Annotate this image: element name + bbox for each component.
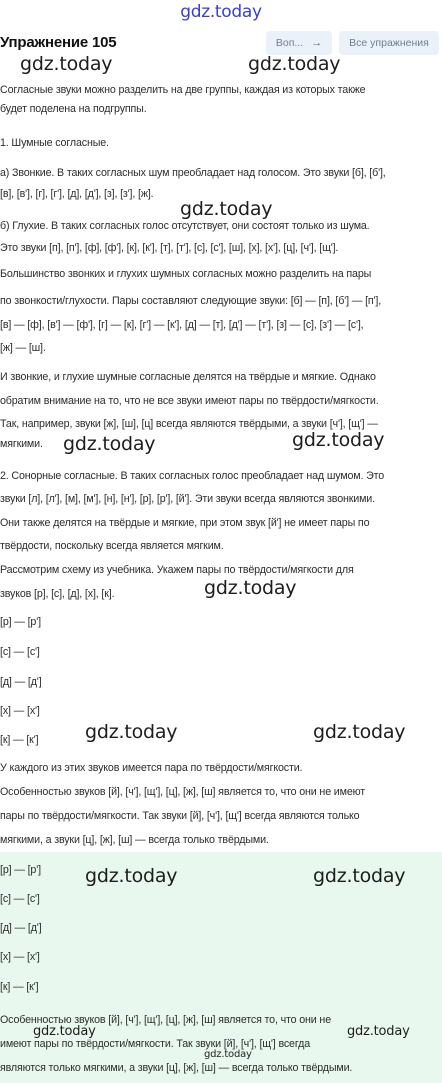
- watermark: gdz.today: [20, 53, 113, 75]
- watermark: gdz.today: [313, 721, 406, 743]
- text-line: И звонкие, и глухие шумные согласные делятся на твёрдые и мягкие. Однако: [0, 371, 376, 383]
- previous-exercise-label: Воп...: [275, 37, 304, 49]
- text-line: Так, например, звуки [ж], [ш], [ц] всегда являются твёрдыми, а звуки [ч'], [щ'] —: [0, 418, 378, 430]
- text-line: [к] — [к']: [0, 981, 39, 993]
- text-line: Согласные звуки можно разделить на две группы, каждая из которых также: [0, 84, 366, 96]
- site-watermark-top: gdz.today: [180, 2, 262, 22]
- text-line: пары по твёрдости/мягкости. Так звуки [й], [ч'], [щ'] всегда являются только: [0, 810, 360, 822]
- text-line: Это звуки [п], [п'], [ф], [ф'], [к], [к'], [т], [т'], [с], [с'], [ш], [х], [х'], [ц], [ч'], [щ'].: [0, 242, 339, 254]
- text-line: по звонкости/глухости. Пары составляют следующие звуки: [б] — [п], [б'] — [п'],: [0, 295, 382, 307]
- watermark: gdz.today: [85, 721, 178, 743]
- text-line: Они также делятся на твёрдые и мягкие, при этом звук [й'] не имеет пары по: [0, 517, 370, 529]
- watermark: gdz.today: [63, 433, 156, 455]
- text-line: имеют пары по твёрдости/мягкости. Так звуки [й], [ч'], [щ'] всегда: [0, 1038, 310, 1050]
- text-line: [с] — [с']: [0, 646, 40, 658]
- watermark: gdz.today: [347, 1024, 410, 1039]
- watermark: gdz.today: [180, 198, 273, 220]
- text-line: [с] — [с']: [0, 893, 40, 905]
- text-line: звуки [л], [л'], [м], [м'], [н], [н'], [р], [р'], [й']. Эти звуки всегда являются звонкими.: [0, 493, 375, 505]
- text-line: мягкими, а звуки [ц], [ж], [ш] — всегда только твёрдыми.: [0, 834, 269, 846]
- watermark: gdz.today: [204, 1049, 252, 1060]
- all-exercises-button[interactable]: Все упражнения: [339, 31, 439, 55]
- watermark: gdz.today: [248, 53, 341, 75]
- text-line: звуков [р], [с], [д], [х], [к].: [0, 588, 115, 600]
- text-line: б) Глухие. В таких согласных голос отсутствует, они состоят только из шума.: [0, 220, 370, 232]
- text-line: будет поделена на подгруппы.: [0, 103, 147, 115]
- text-line: [в], [в'], [г], [г'], [д], [д'], [з], [з'], [ж].: [0, 188, 154, 200]
- text-line: обратим внимание на то, что не все звуки имеют пары по твёрдости/мягкости.: [0, 395, 379, 407]
- text-line: [р] — [р']: [0, 616, 41, 628]
- text-line: твёрдости, поскольку всегда является мягким.: [0, 540, 224, 552]
- text-line: [д] — [д']: [0, 676, 42, 688]
- text-line: [х] — [х']: [0, 705, 40, 717]
- arrow-right-icon: →: [311, 37, 323, 49]
- text-line: 2. Сонорные согласные. В таких согласных голос преобладает над шумом. Это: [0, 470, 385, 482]
- watermark: gdz.today: [204, 577, 297, 599]
- text-line: У каждого из этих звуков имеется пара по твёрдости/мягкости.: [0, 762, 303, 774]
- watermark: gdz.today: [33, 1024, 96, 1039]
- watermark: gdz.today: [85, 865, 178, 887]
- watermark: gdz.today: [313, 865, 406, 887]
- page-title: Упражнение 105: [0, 34, 117, 51]
- text-line: Особенностью звуков [й], [ч'], [щ'], [ц], [ж], [ш] является то, что они не: [0, 1014, 331, 1026]
- text-line: Рассмотрим схему из учебника. Укажем пары по твёрдости/мягкости для: [0, 564, 354, 576]
- text-line: 1. Шумные согласные.: [0, 137, 109, 149]
- text-line: являются только мягкими, а звуки [ц], [ж], [ш] — всегда только твёрдыми.: [0, 1062, 353, 1074]
- previous-exercise-button[interactable]: [266, 31, 332, 55]
- text-line: мягкими.: [0, 438, 43, 450]
- text-line: [в] — [ф], [в'] — [ф'], [г] — [к], [г'] — [к'], [д] — [т], [д'] — [т'], [з] — [с], [з'] — [с'],: [0, 319, 364, 331]
- text-line: [х] — [х']: [0, 951, 40, 963]
- text-line: Большинство звонких и глухих шумных согласных можно разделить на пары: [0, 268, 372, 280]
- text-line: [д] — [д']: [0, 922, 42, 934]
- text-line: [р] — [р']: [0, 864, 41, 876]
- text-line: Особенностью звуков [й], [ч'], [щ'], [ц], [ж], [ш] является то, что они не имеют: [0, 786, 365, 798]
- text-line: [к] — [к']: [0, 734, 39, 746]
- text-line: а) Звонкие. В таких согласных шум преобладает над голосом. Это звуки [б], [б'],: [0, 167, 386, 179]
- text-line: [ж] — [ш].: [0, 342, 46, 354]
- watermark: gdz.today: [292, 429, 385, 451]
